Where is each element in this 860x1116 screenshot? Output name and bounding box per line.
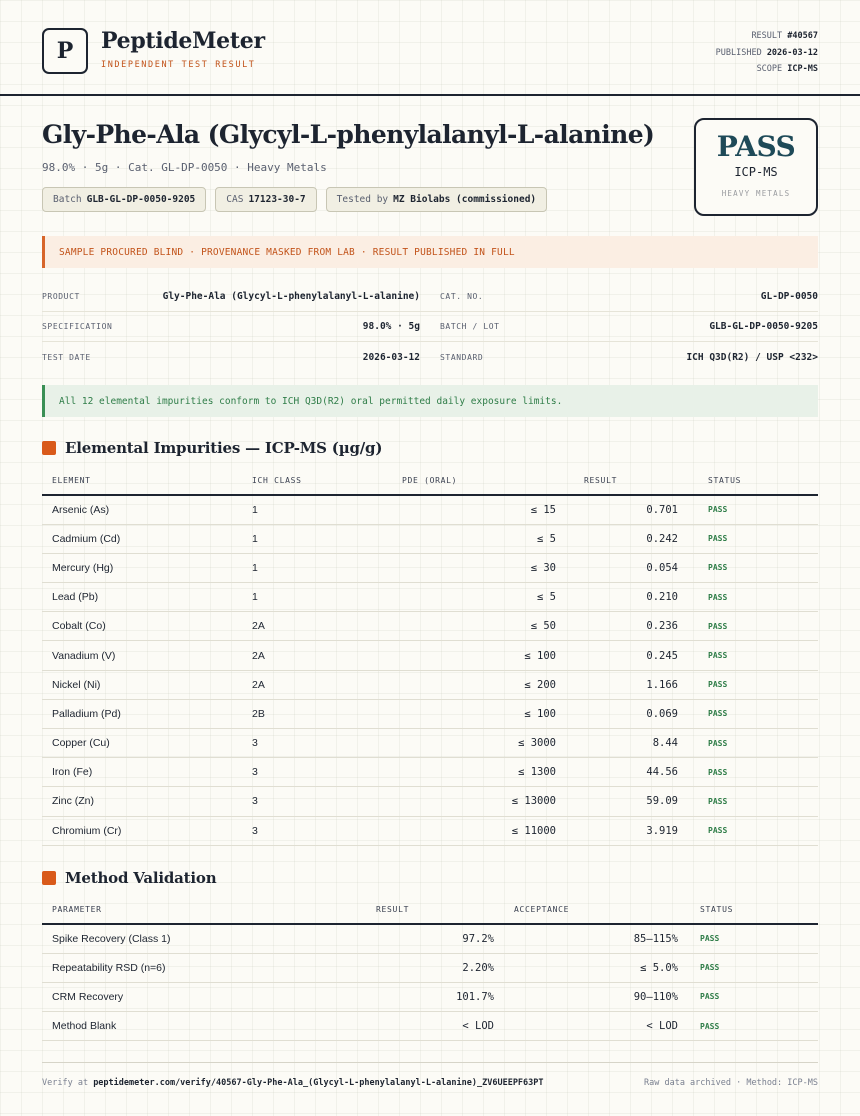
element-name: Vanadium (V) [42,641,242,670]
ich-class: 1 [242,553,352,582]
result-value: 0.242 [566,524,688,553]
parameter-name: CRM Recovery [42,982,304,1011]
acceptance-range: ≤ 5.0% [504,953,688,982]
ich-class: 2B [242,699,352,728]
impurity-row [42,495,818,524]
column-header: RESULT [304,896,504,924]
result-meta [716,28,818,78]
impurities-header-row [42,467,818,495]
element-name: Cadmium (Cd) [42,524,242,553]
pde-limit: ≤ 1300 [352,758,566,787]
status-badge: PASS [688,758,818,787]
section-marker-icon [42,871,56,885]
column-header: STATUS [688,896,818,924]
tested-by-chip [326,187,547,212]
acceptance-range: 85–115% [504,924,688,953]
info-grid [42,282,818,372]
parameter-name: Spike Recovery (Class 1) [42,924,304,953]
impurity-row [42,699,818,728]
status-badge: PASS [688,787,818,816]
info-row [42,282,818,312]
column-header: PARAMETER [42,896,304,924]
status-badge: PASS [688,641,818,670]
result-id: #40567 [787,31,818,41]
impurity-row [42,729,818,758]
impurity-row [42,816,818,845]
status-badge: PASS [688,816,818,845]
product-value: Gly-Phe-Ala (Glycyl-L-phenylalanyl-L-alanine) [162,291,420,302]
result-value: 44.56 [566,758,688,787]
status-badge: PASS [688,583,818,612]
status-badge: PASS [688,524,818,553]
result-value: 59.09 [566,787,688,816]
status-badge: PASS [688,495,818,524]
chip-label: Batch [53,194,82,205]
impurity-row [42,641,818,670]
column-header: ACCEPTANCE [504,896,688,924]
brand-name: PeptideMeter [101,28,265,54]
date-value: 2026-03-12 [362,351,420,363]
badge-status: PASS [716,130,796,163]
chip-value: MZ Biolabs (commissioned) [393,194,537,205]
element-name: Lead (Pb) [42,583,242,612]
scope-value: ICP-MS [787,64,818,74]
verify-label: Verify at [42,1077,89,1088]
result-value: 8.44 [566,729,688,758]
status-badge: PASS [688,699,818,728]
verify-url[interactable]: peptidemeter.com/verify/40567-Gly-Phe-Ala_(Glycyl-L-phenylalanyl-L-alanine)_ZV6UEEPF63PT [93,1077,544,1088]
product-chips [42,187,547,212]
status-badge: PASS [688,1012,818,1041]
blind-notice: SAMPLE PROCURED BLIND · PROVENANCE MASKED FROM LAB · RESULT PUBLISHED IN FULL [42,236,818,268]
chip-label: Tested by [336,194,389,205]
logo-mark [42,28,88,74]
element-name: Mercury (Hg) [42,553,242,582]
column-header: ELEMENT [42,467,242,495]
scope-label: SCOPE [756,64,783,74]
result-value: 0.245 [566,641,688,670]
validation-row [42,982,818,1011]
product-title: Gly-Phe-Ala (Glycyl-L-phenylalanyl-L-alanine) [42,120,655,149]
element-name: Iron (Fe) [42,758,242,787]
column-header: RESULT [566,467,688,495]
acceptance-range: 90–110% [504,982,688,1011]
impurity-row [42,553,818,582]
published-date: 2026-03-12 [766,47,818,58]
impurity-row [42,583,818,612]
chip-value: 17123-30-7 [248,194,306,205]
validation-row [42,924,818,953]
parameter-name: Repeatability RSD (n=6) [42,953,304,982]
element-name: Nickel (Ni) [42,670,242,699]
pde-limit: ≤ 11000 [352,816,566,845]
pde-limit: ≤ 100 [352,641,566,670]
ich-class: 2A [242,641,352,670]
pde-limit: ≤ 100 [352,699,566,728]
cat-value: GL-DP-0050 [760,291,818,302]
result-value: 0.054 [566,553,688,582]
impurities-table [42,467,818,846]
status-badge: PASS [688,553,818,582]
impurity-row [42,758,818,787]
validation-header-row [42,896,818,924]
ich-class: 3 [242,816,352,845]
validation-row [42,1012,818,1041]
validation-result: 97.2% [304,924,504,953]
element-name: Zinc (Zn) [42,787,242,816]
published-label: PUBLISHED [715,47,762,58]
status-badge: PASS [688,729,818,758]
result-value: 0.210 [566,583,688,612]
chip-label: CAS [226,194,244,205]
element-name: Chromium (Cr) [42,816,242,845]
result-value: 0.069 [566,699,688,728]
conformance-notice: All 12 elemental impurities conform to ICH Q3D(R2) oral permitted daily exposure limits. [42,385,818,417]
pass-badge [694,118,818,216]
pde-limit: ≤ 15 [352,495,566,524]
status-badge: PASS [688,924,818,953]
ich-class: 1 [242,524,352,553]
result-value: 1.166 [566,670,688,699]
batch-chip [42,187,206,212]
validation-result: 2.20% [304,953,504,982]
element-name: Palladium (Pd) [42,699,242,728]
product-label: PRODUCT [42,292,80,301]
pde-limit: ≤ 5 [352,583,566,612]
pde-limit: ≤ 3000 [352,729,566,758]
footer-right: Raw data archived · Method: ICP-MS [644,1077,818,1088]
footer [42,1062,818,1102]
validation-result: 101.7% [304,982,504,1011]
info-row [42,342,818,372]
column-header: ICH CLASS [242,467,352,495]
date-label: TEST DATE [42,352,91,362]
pde-limit: ≤ 200 [352,670,566,699]
logo-letter: P [56,38,74,64]
ich-class: 1 [242,583,352,612]
pde-limit: ≤ 30 [352,553,566,582]
impurity-row [42,670,818,699]
validation-section-title [42,869,216,887]
impurities-section-title [42,439,382,457]
validation-result: < LOD [304,1012,504,1041]
product-subtitle: 98.0% · 5g · Cat. GL-DP-0050 · Heavy Metals [42,161,327,174]
verify-line [42,1078,544,1088]
ich-class: 3 [242,758,352,787]
validation-title: Method Validation [65,869,217,887]
ich-class: 1 [242,495,352,524]
validation-table [42,896,818,1041]
pde-limit: ≤ 50 [352,612,566,641]
info-row [42,312,818,342]
impurity-row [42,612,818,641]
spec-value: 98.0% · 5g [362,321,420,332]
brand-tagline: INDEPENDENT TEST RESULT [101,60,256,70]
status-badge: PASS [688,982,818,1011]
element-name: Cobalt (Co) [42,612,242,641]
ich-class: 3 [242,729,352,758]
ich-class: 2A [242,612,352,641]
validation-row [42,953,818,982]
cas-chip [215,187,316,212]
badge-category: HEAVY METALS [721,189,791,198]
impurity-row [42,787,818,816]
standard-label: STANDARD [440,352,484,362]
element-name: Arsenic (As) [42,495,242,524]
chip-value: GLB-GL-DP-0050-9205 [86,194,196,205]
pde-limit: ≤ 5 [352,524,566,553]
ich-class: 3 [242,787,352,816]
column-header: STATUS [688,467,818,495]
badge-method: ICP-MS [734,165,778,179]
status-badge: PASS [688,670,818,699]
report-header [0,0,860,96]
section-marker-icon [42,441,56,455]
batch-label: BATCH / LOT [440,322,500,331]
result-label: RESULT [751,31,783,41]
pde-limit: ≤ 13000 [352,787,566,816]
element-name: Copper (Cu) [42,729,242,758]
status-badge: PASS [688,612,818,641]
standard-value: ICH Q3D(R2) / USP <232> [686,351,818,363]
acceptance-range: < LOD [504,1012,688,1041]
result-value: 0.236 [566,612,688,641]
column-header: PDE (ORAL) [352,467,566,495]
impurity-row [42,524,818,553]
ich-class: 2A [242,670,352,699]
impurities-title: Elemental Impurities — ICP-MS (µg/g) [65,439,383,457]
spec-label: SPECIFICATION [42,322,113,331]
parameter-name: Method Blank [42,1012,304,1041]
batch-value: GLB-GL-DP-0050-9205 [709,321,818,332]
cat-label: CAT. NO. [440,292,484,301]
status-badge: PASS [688,953,818,982]
result-value: 3.919 [566,816,688,845]
result-value: 0.701 [566,495,688,524]
